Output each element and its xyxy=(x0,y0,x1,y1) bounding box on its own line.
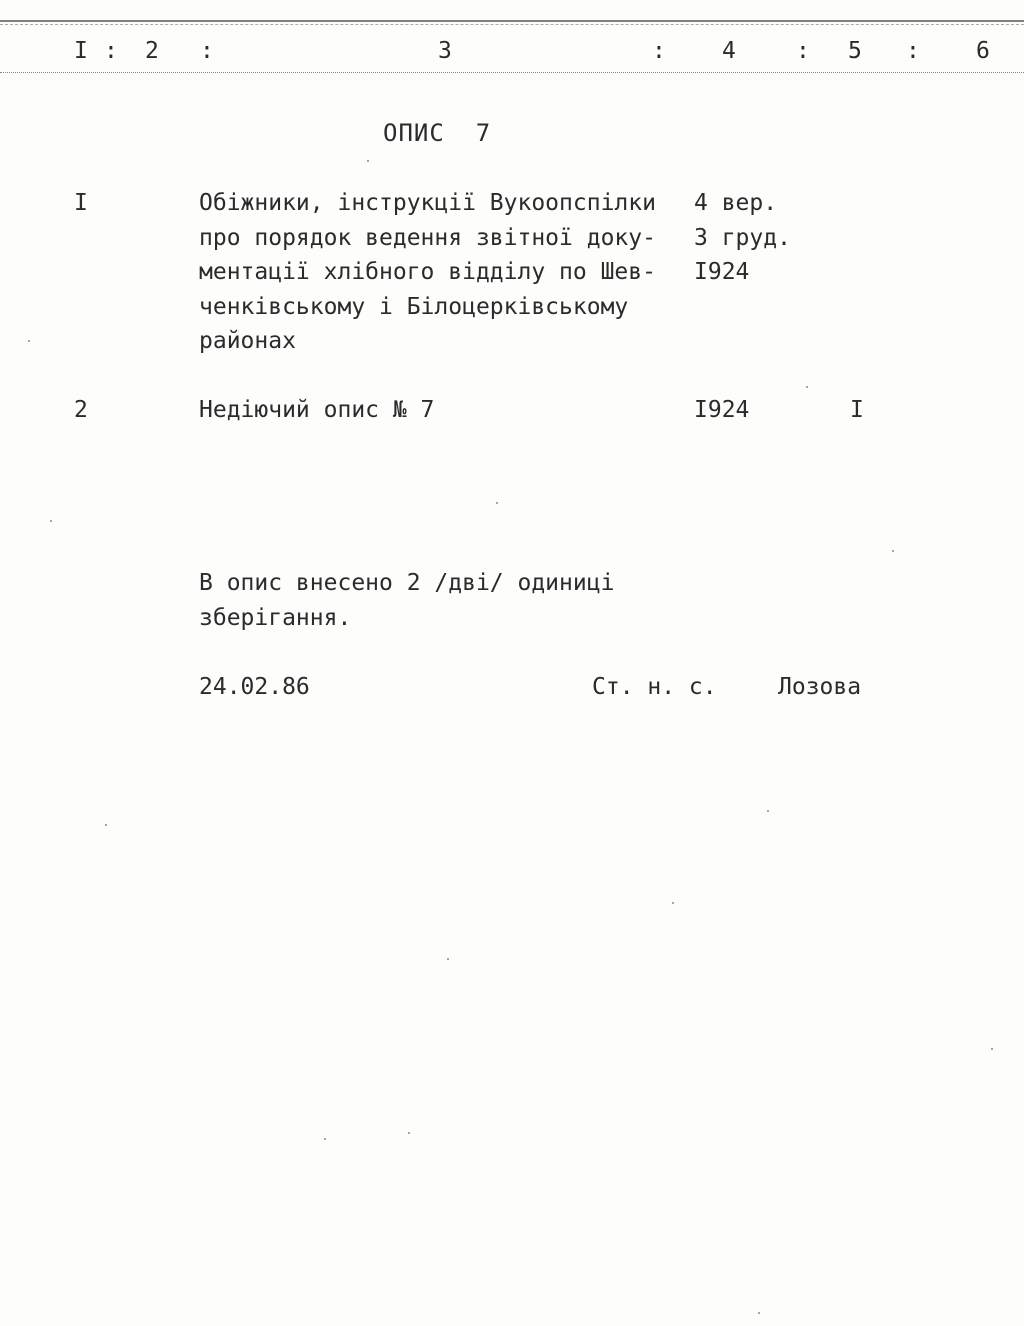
header-col-sheets: 5 xyxy=(848,38,862,64)
header-separator: : xyxy=(104,38,118,64)
scan-speck xyxy=(50,520,52,522)
entry-description-line: ченківському і Білоцерківському xyxy=(199,294,629,320)
summary-line: зберігання. xyxy=(199,605,352,631)
scan-speck xyxy=(806,386,808,388)
scan-speck xyxy=(991,1048,993,1050)
entry-description-line: районах xyxy=(199,328,296,354)
header-separator: : xyxy=(652,38,666,64)
entry-description-line: про порядок ведення звітної доку- xyxy=(199,225,656,251)
scan-speck xyxy=(672,902,674,904)
header-rule-top-secondary xyxy=(0,24,1024,25)
header-col-number: I xyxy=(74,38,88,64)
entry-date-line: 3 груд. xyxy=(694,225,791,251)
footer-position: Ст. н. с. xyxy=(592,674,717,700)
scan-speck xyxy=(767,810,769,812)
scan-speck xyxy=(758,1312,760,1314)
scan-speck xyxy=(892,550,894,552)
header-separator: : xyxy=(200,38,214,64)
summary-line: В опис внесено 2 /дві/ одиниці xyxy=(199,570,615,596)
entry-date-line: I924 xyxy=(694,397,750,423)
footer-signatory-name: Лозова xyxy=(778,674,862,700)
scan-speck xyxy=(408,1132,410,1134)
scan-speck xyxy=(324,1138,326,1140)
header-separator: : xyxy=(796,38,810,64)
footer-date: 24.02.86 xyxy=(199,674,310,700)
header-col-dates: 4 xyxy=(722,38,736,64)
entry-number: I xyxy=(74,190,88,216)
scan-speck xyxy=(105,824,107,826)
header-col-notes: 6 xyxy=(976,38,990,64)
entry-date-line: I924 xyxy=(694,259,750,285)
entry-number: 2 xyxy=(74,397,88,423)
header-col-description: 3 xyxy=(438,38,452,64)
entry-description-line: Недіючий опис № 7 xyxy=(199,397,435,423)
header-separator: : xyxy=(906,38,920,64)
scan-speck xyxy=(367,160,369,162)
header-col-index: 2 xyxy=(145,38,159,64)
header-rule-bottom xyxy=(0,72,1024,73)
scan-speck xyxy=(447,958,449,960)
header-rule-top xyxy=(0,20,1024,22)
entry-date-line: 4 вер. xyxy=(694,190,778,216)
entry-description-line: Обіжники, інструкції Вукоопспілки xyxy=(199,190,656,216)
entry-description-line: ментації хлібного відділу по Шев- xyxy=(199,259,656,285)
scan-speck xyxy=(28,340,30,342)
inventory-title: ОПИС 7 xyxy=(383,119,492,147)
scan-speck xyxy=(496,502,498,504)
entry-sheets-count: I xyxy=(850,397,864,423)
